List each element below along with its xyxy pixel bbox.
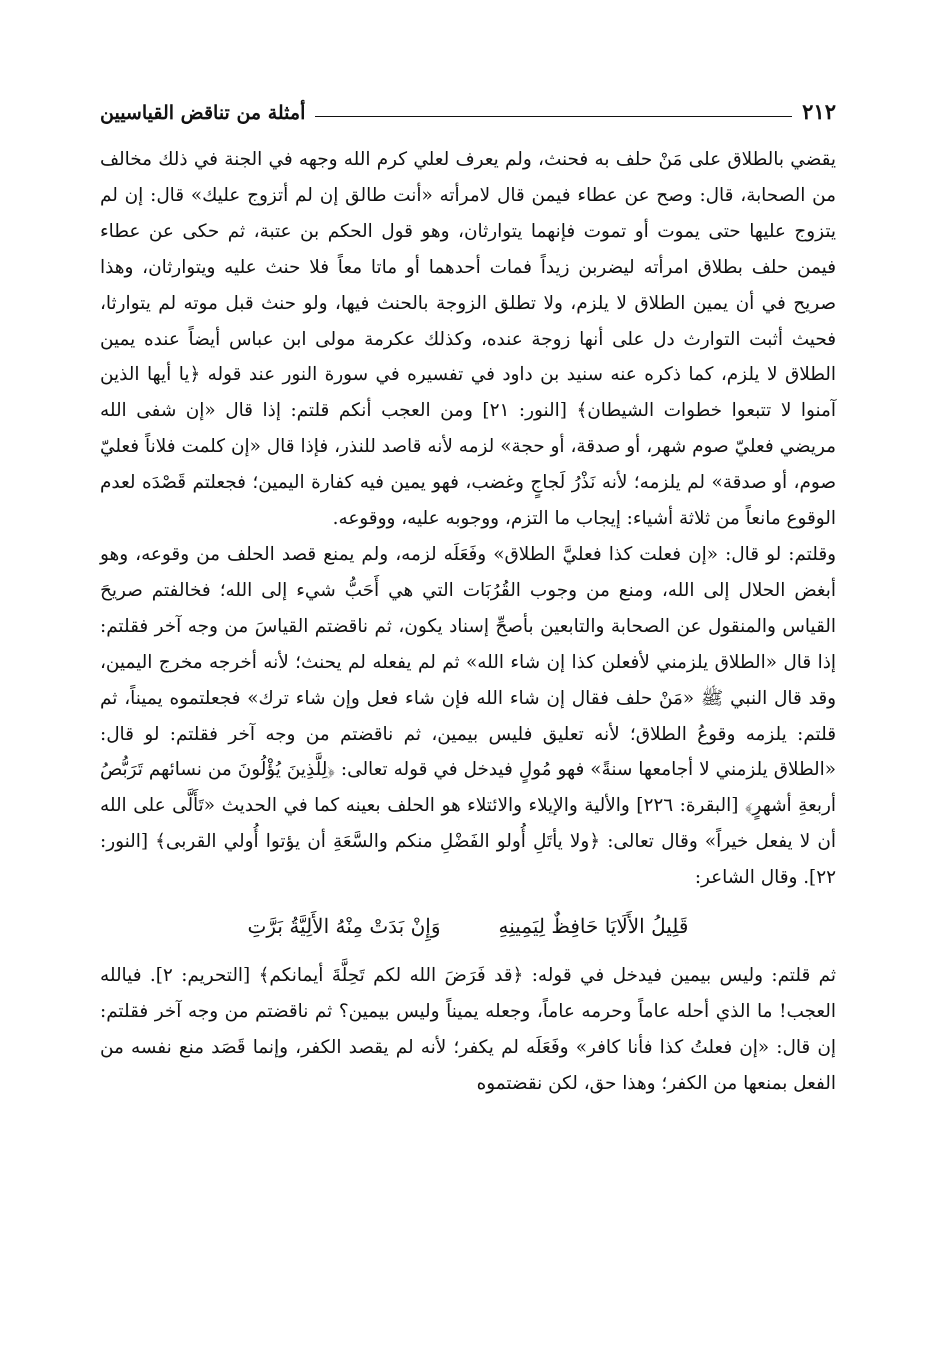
verse-hemistich-2: وَإِنْ بَدَتْ مِنْهُ الأَلِيَّةُ بَرَّتِ bbox=[247, 914, 441, 939]
poem-verse bbox=[100, 900, 836, 952]
page-body bbox=[100, 142, 836, 1102]
paragraph-2: وقلتم: لو قال: «إن فعلت كذا فعليَّ الطلاق» وفَعَلَه لزمه، ولم يمنع قصد الحلف من وقوعه، وهو أبغض الحلال إلى الله، ومنع من وجوب القُرُبَات التي هي أَحَبُّ شيء إلى الله؛ فخالفتم صريحَ القياس والمنقول عن الصحابة والتابعين بأصحِّ إسناد يكون، ثم ناقضتم القياسَ من وجه آخر فقلتم: إذا قال «الطلاق يلزمني لأفعلن كذا إن شاء الله» ثم لم يفعله لم يحنث؛ لأنه أخرجه مخرج اليمين، وقد قال النبي ﷺ «مَنْ حلف فقال إن شاء الله فإن شاء فعل وإن شاء ترك» فجعلتموه يميناً، ثم قلتم: يلزمه وقوعُ الطلاق؛ لأنه تعليق فليس بيمين، ثم ناقضتم من وجه آخر فقلتم: لو قال: «الطلاق يلزمني لا أجامعها سنةً» فهو مُولٍ فيدخل في قوله تعالى: ﴿لِلَّذِينَ يُؤْلُونَ من نسائهم تَرَبُّصُ أربعةِ أشهرٍ﴾ [البقرة: ٢٢٦] والألية والإيلاء والائتلاء هو الحلف بعينه كما في الحديث «تَأَلَّى على الله أن لا يفعل خيراً» وقال تعالى: ﴿ولا يأتَلِ أُولو الفَضْلِ منكم والسَّعَةِ أن يؤتوا أُولي القربى﴾ [النور: ٢٢]. وقال الشاعر: bbox=[100, 543, 836, 889]
header-rule bbox=[315, 116, 792, 117]
paragraph-3: ثم قلتم: وليس بيمين فيدخل في قوله: ﴿قد فَرَضَ الله لكم تَحِلَّةَ أيمانكم﴾ [التحريم: ٢]. فيالله العجب! ما الذي أحله عاماً وحرمه عاماً، وجعله يميناً وليس بيمين؟ ثم ناقضتم من وجه آخر فقلتم: إن قال: «إن فعلتُ كذا فأنا كافر» وفَعَلَه لم يكفر؛ لأنه لم يقصد الكفر، وإنما قَصَد منع نفسه من الفعل بمنعها من الكفر؛ وهذا حق، لكن نقضتموه bbox=[100, 965, 836, 1094]
page-header bbox=[100, 92, 836, 124]
verse-hemistich-1: قَلِيلُ الأَلَايَا حَافِظٌ لِيَمِينِهِ bbox=[498, 914, 689, 939]
running-title: أمثلة من تناقض القياسيين bbox=[100, 102, 306, 124]
book-page bbox=[100, 92, 836, 1102]
page-number: ٢١٢ bbox=[802, 99, 836, 124]
paragraph-1: يقضي بالطلاق على مَنْ حلف به فحنث، ولم يعرف لعلي كرم الله وجهه في الجنة في ذلك مخالف من الصحابة، قال: وصح عن عطاء فيمن قال لامرأته «أنت طالق إن لم أتزوج عليك» قال: إن لم يتزوج عليها حتى يموت أو تموت فإنهما يتوارثان، وهو قول الحكم بن عتبة، ثم حكى عن عطاء فيمن حلف بطلاق امرأته ليضربن زيداً فمات أحدهما أو ماتا معاً فلا حنث عليه ويتوارثان، وهذا صريح في أن يمين الطلاق لا يلزم، ولا تطلق الزوجة بالحنث فيها، ولو حنث قبل موته لم يتوارثا، فحيث أثبت التوارث دل على أنها زوجة عنده، وكذلك عكرمة مولى ابن عباس أيضاً عنده يمين الطلاق لا يلزم، كما ذكره عنه سنيد بن داود في تفسيره في سورة النور عند قوله ﴿يا أيها الذين آمنوا لا تتبعوا خطوات الشيطان﴾ [النور: ٢١] ومن العجب أنكم قلتم: إذا قال «إن شفى الله مريضي فعليّ صوم شهر، أو صدقة، أو حجة» لزمه لأنه قاصد للنذر، فإذا قال «إن كلمت فلاناً فعليّ صوم، أو صدقة» لم يلزمه؛ لأنه نَذْرُ لَجاجٍ وغضب، فهو يمين فيه كفارة اليمين؛ فجعلتم قَصْدَه لعدم الوقوع مانعاً من ثلاثة أشياء: إيجاب ما التزم، ووجوبه عليه، ووقوعه. bbox=[100, 149, 836, 530]
